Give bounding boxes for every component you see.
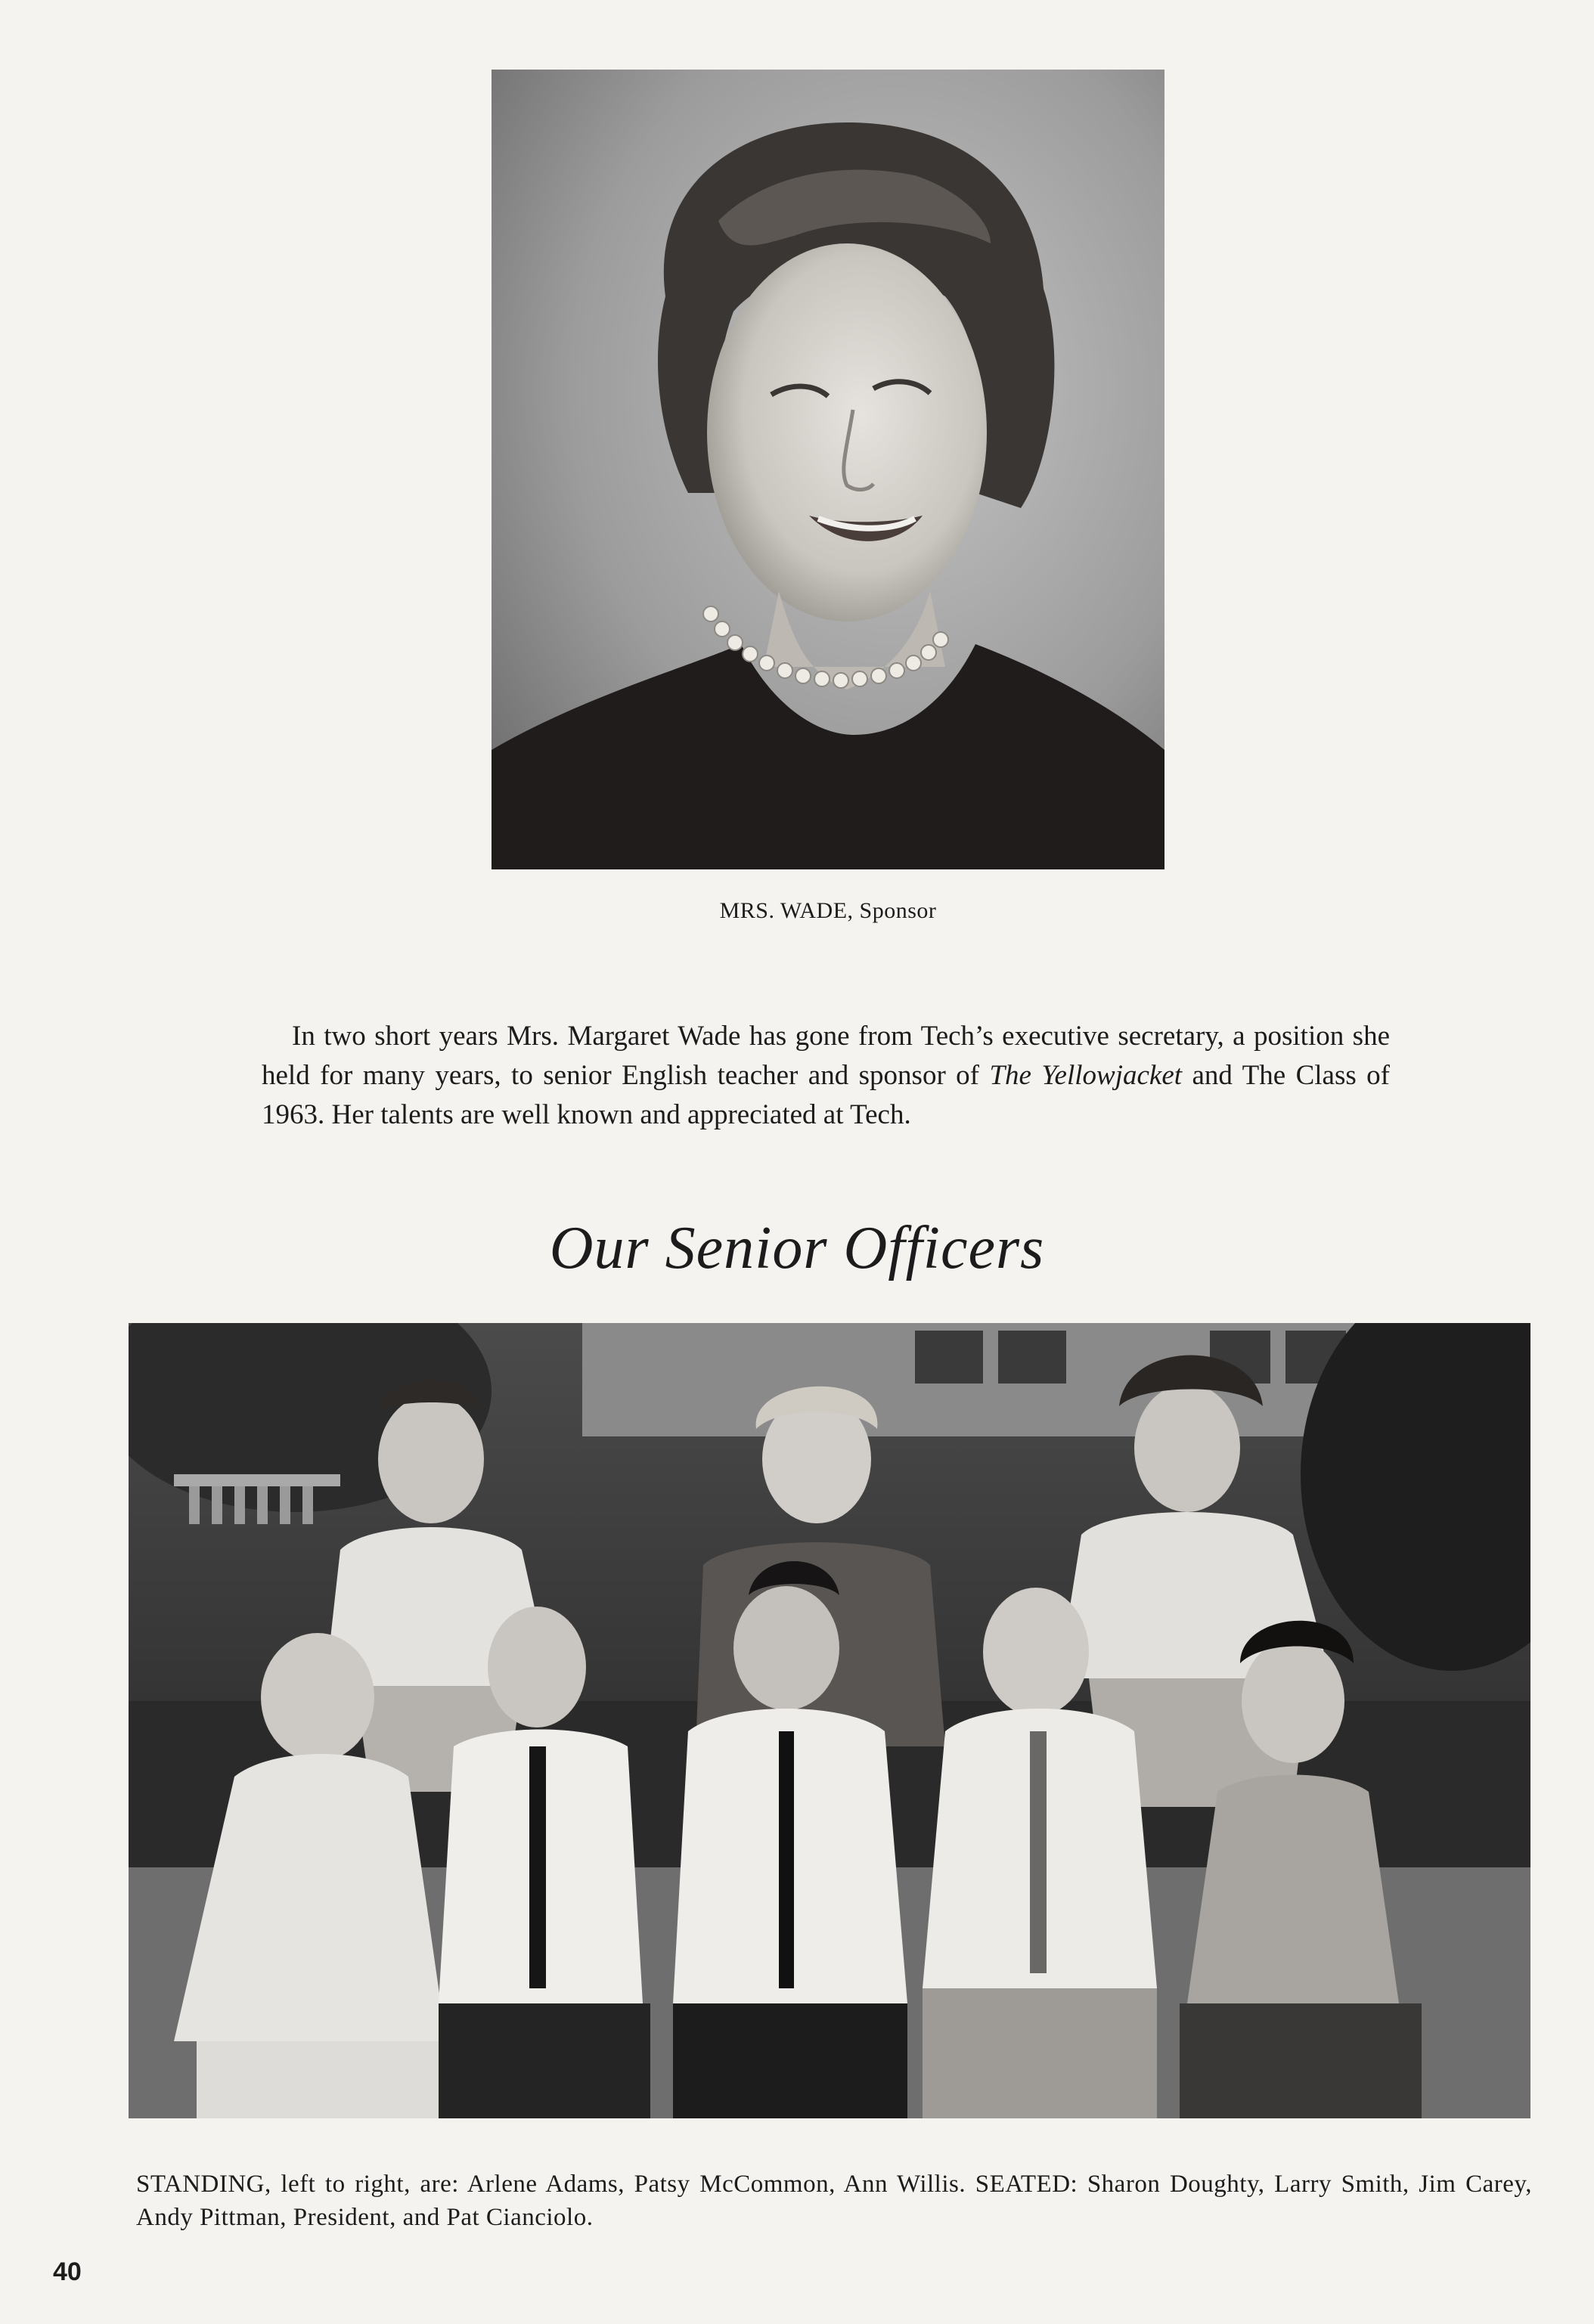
bio-publication-title: The Yellowjacket	[989, 1060, 1183, 1091]
sponsor-caption: MRS. WADE, Sponsor	[719, 898, 937, 923]
group-photo-image	[129, 1323, 1530, 2118]
senior-officers-group-photo	[129, 1323, 1530, 2118]
officers-caption: STANDING, left to right, are: Arlene Adams, Patsy McCommon, Ann Willis. SEATED: Sharon Doughty, Larry Smith, Jim Carey, Andy Pittman, President, and Pat Cianciolo.	[136, 2171, 1532, 2231]
sponsor-portrait-photo	[492, 70, 1164, 869]
sponsor-bio	[262, 1017, 1390, 1135]
bio-text-start: In two short years Mrs. Margaret Wade has gone from Tech’s executive secretary, a position she held for many years, to senior English teacher and sponsor of	[262, 1021, 1390, 1091]
page-number: 40	[53, 2257, 82, 2286]
section-heading: Our Senior Officers	[549, 1215, 1045, 1281]
portrait-image	[492, 70, 1164, 869]
bio-text-end: and The Class of 1963. Her talents are well known and appreciated at Tech.	[262, 1060, 1390, 1130]
